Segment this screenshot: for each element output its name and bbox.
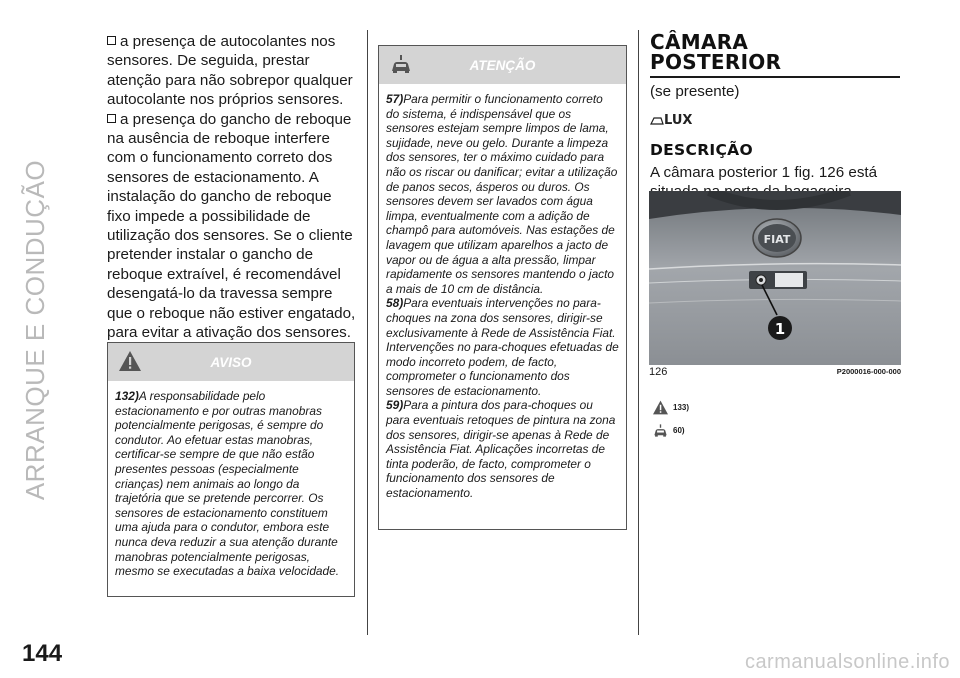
bullet-item [107, 32, 357, 110]
note-text: Para permitir o funcionamento correto do sistema, é indispensável que os sensores estejam sempre limpos de lama, sujidade, neve ou gelo. Durante a limpeza dos sensores, ter o máximo cuidado para não os riscar ou danificar; evitar a utilização de panos secos, ásperos ou duros. Os sensores devem ser lavados com água limpa, eventualmente com a adição de champô para automóveis. Nas estações de lavagem que utilizam aparelhos a jacto de vapor ou de água a alta pressão, limpar rapidamente os sensores mantendo o jacto a mais de 10 cm de distância. [386, 92, 618, 296]
tailgate-illustration [649, 191, 901, 365]
note-item [386, 296, 619, 398]
atencao-header [379, 46, 626, 84]
note-number: 59) [386, 398, 404, 413]
aviso-warning-box [107, 342, 355, 597]
column-3 [650, 32, 900, 202]
note-number: 58) [386, 296, 404, 311]
note-text: Para a pintura dos para-choques ou para eventuais retoques de pintura na zona dos sensores, dirigir-se apenas à Rede de Assistência Fiat. Aplicações incorretas de tinta poderão, de facto, comprometer o funcionamento dos sensores de estacionamento. [386, 398, 616, 501]
car-attention-icon [389, 53, 413, 75]
note-item [386, 92, 619, 296]
note-item [115, 389, 347, 579]
atencao-caution-box [378, 45, 627, 530]
rear-camera-figure [649, 191, 901, 365]
reference-row [652, 400, 689, 415]
bullet-item [107, 110, 357, 343]
reference-number: 60) [673, 426, 685, 435]
watermark: carmanualsonline.info [744, 651, 950, 673]
fiat-logo-text: FIAT [763, 233, 791, 246]
chapter-side-title: ARRANQUE E CONDUÇÃO [20, 159, 50, 501]
note-text: Para eventuais intervenções no para-choques na zona dos sensores, dirigir-se exclusivamente à Rede de Assistência Fiat. Intervenções no para-choques efetuadas de modo incorreto podem, de facto, comprometer o funcionamento dos sensores de estacionamento. [386, 296, 619, 398]
column-1 [107, 32, 357, 343]
heading-rule [650, 76, 900, 78]
availability-note: (se presente) [650, 83, 740, 100]
lux-label: LUX [664, 113, 692, 128]
bullet-square-icon [107, 114, 116, 123]
heading-line: CÂMARA [650, 30, 749, 54]
atencao-body [379, 84, 626, 511]
column-divider [638, 30, 639, 635]
bullet-text: a presença de autocolantes nos sensores. De seguida, prestar atenção para não sobrepor qualquer autocolante nos próprios sensores. [107, 33, 353, 109]
aviso-header [108, 343, 354, 381]
note-text: A responsabilidade pelo estacionamento e por outras manobras potencialmente perigosas, é sempre do condutor. Ao efetuar estas manobras, certificar-se sempre de que não estão presentes pessoas (especialmente crianças) nem animais ao longo da trajetória que se pretende percorrer. Os sensores de estacionamento constituem uma ajuda para o condutor, embora este nunca deva reduzir a sua atenção durante manobras potencialmente perigosas, mesmo se executadas a baixa velocidade. [115, 389, 340, 579]
figure-number: 126 [649, 366, 668, 378]
note-number: 57) [386, 92, 404, 106]
section-heading [650, 32, 900, 72]
heading-line: POSTERIOR [650, 50, 782, 74]
lux-trim-icon [650, 108, 692, 128]
bullet-square-icon [107, 36, 116, 45]
figure-caption [649, 366, 901, 378]
reference-row [652, 423, 685, 438]
bullet-text: a presença do gancho de reboque na ausência de reboque interfere com o funcionamento correto dos sensores de estacionamento. A instalação do gancho de reboque fixo impede a possibilidade de utilização dos sensores. Se o cliente pretender instalar o gancho de reboque extraível, é recomendável desengatá-lo da travessa sempre que o reboque não estiver engatado, para evitar a ativação dos sensores. [107, 110, 356, 342]
warning-triangle-icon [652, 400, 669, 415]
aviso-title: AVISO [210, 354, 252, 370]
aviso-body [108, 381, 354, 589]
atencao-title: ATENÇÃO [469, 57, 536, 73]
column-divider [367, 30, 368, 635]
subsection-heading: DESCRIÇÃO [650, 141, 753, 159]
car-attention-icon [652, 423, 669, 438]
note-number: 132) [115, 389, 139, 403]
warning-triangle-icon [118, 350, 142, 372]
figure-code: P2000016-000-000 [836, 367, 901, 376]
reference-number: 133) [673, 403, 690, 412]
page-number: 144 [22, 640, 63, 667]
description-paragraph: A câmara posterior 1 fig. 126 está [650, 164, 878, 181]
note-item [386, 398, 619, 500]
callout-number: 1 [774, 320, 786, 338]
